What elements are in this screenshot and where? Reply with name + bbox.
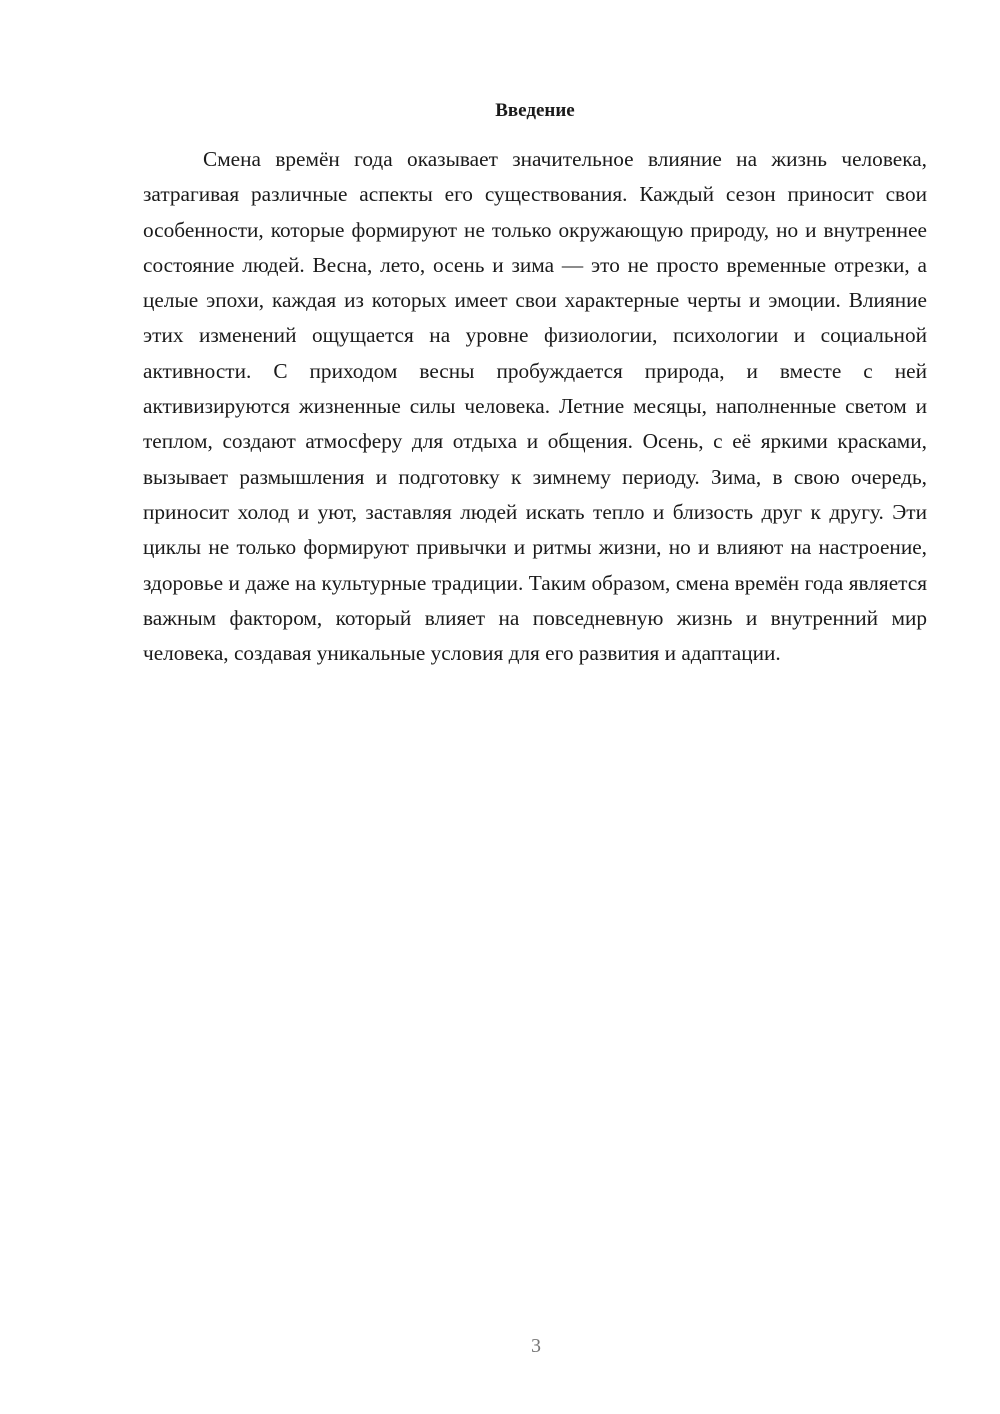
page-number: 3 <box>531 1335 541 1357</box>
section-heading: Введение <box>495 100 575 121</box>
body-paragraph: Смена времён года оказывает значительное влияние на жизнь человека, затрагивая различные аспекты его существования. Каждый сезон приносит свои особенности, которые формируют не только окружающую природу, но и внутреннее состояние людей. Весна, лето, осень и зима — это не просто временные отрезки, а целые эпохи, каждая из которых имеет свои характерные черты и эмоции. Влияние этих изменений ощущается на уровне физиологии, психологии и социальной активности. С приходом весны пробуждается природа, и вместе с ней активизируются жизненные силы человека. Летние месяцы, наполненные светом и теплом, создают атмосферу для отдыха и общения. Осень, с её яркими красками, вызывает размышления и подготовку к зимнему периоду. Зима, в свою очередь, приносит холод и уют, заставляя людей искать тепло и близость друг к другу. Эти циклы не только формируют привычки и ритмы жизни, но и влияют на настроение, здоровье и даже на культурные традиции. Таким образом, смена времён года является важным фактором, который влияет на повседневную жизнь и внутренний мир человека, создавая уникальные условия для его развития и адаптации. <box>143 147 927 666</box>
